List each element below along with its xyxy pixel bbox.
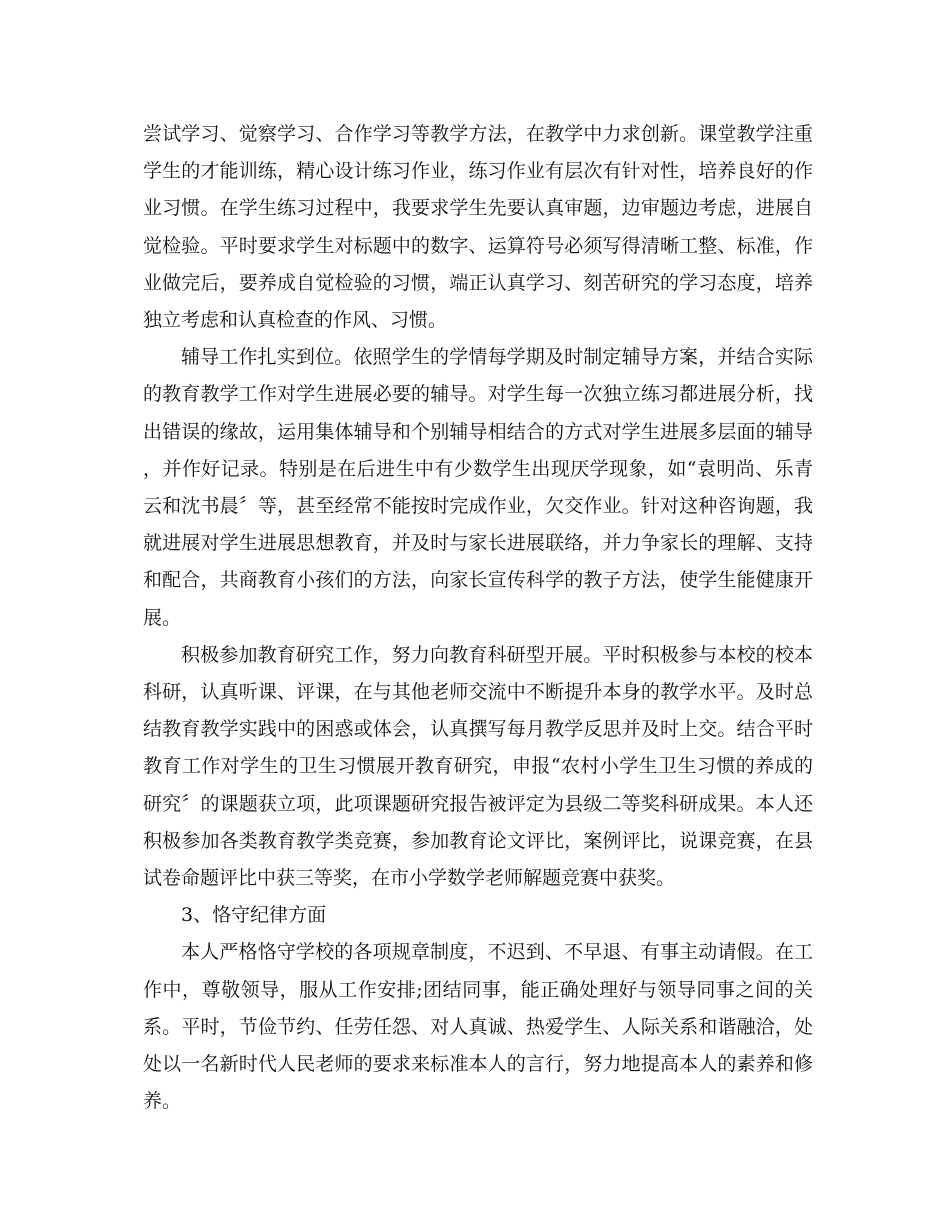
paragraph-tutoring: 辅导工作扎实到位。依照学生的学情每学期及时制定辅导方案，并结合实际的教育教学工作对学生进展必要的辅导。对学生每一次独立练习都进展分析，找出错误的缘故，运用集体辅导和个别辅导相结合的方式对学生进展多层面的辅导，并作好记录。特别是在后进生中有少数学生出现厌学现象，如“袁明尚、乐青云和沈书晨〞等，甚至经常不能按时完成作业，欠交作业。针对这种咨询题，我就进展对学生进展思想教育，并及时与家长进展联络，并力争家长的理解、支持和配合，共商教育小孩们的方法，向家长宣传科学的教子方法，使学生能健康开展。 (143, 346, 813, 629)
paragraph-research: 积极参加教育研究工作，努力向教育科研型开展。平时积极参与本校的校本科研，认真听课、评课，在与其他老师交流中不断提升本身的教学水平。及时总结教育教学实践中的困惑或体会，认真撰写每月教学反思并及时上交。结合平时教育工作对学生的卫生习惯展开教育研究，申报“农村小学生卫生习惯的养成的研究〞的课题获立项，此项课题研究报告被评定为县级二等奖科研成果。本人还积极参加各类教育教学类竞赛，参加教育论文评比，案例评比，说课竞赛，在县试卷命题评比中获三等奖，在市小学数学老师解题竞赛中获奖。 (143, 643, 813, 890)
paragraph-discipline: 本人严格恪守学校的各项规章制度，不迟到、不早退、有事主动请假。在工作中，尊敬领导，服从工作安排;团结同事，能正确处理好与领导同事之间的关系。平时，节俭节约、任劳任怨、对人真诚、热爱学生、人际关系和谐融洽，处处以一名新时代人民老师的要求来标准本人的言行，努力地提高本人的素养和修养。 (143, 941, 813, 1113)
section-heading-discipline: 3、恪守纪律方面 (181, 904, 327, 927)
document-body (143, 116, 813, 1120)
paragraph-teaching-methods: 尝试学习、觉察学习、合作学习等教学方法，在教学中力求创新。课堂教学注重学生的才能训练，精心设计练习作业，练习作业有层次有针对性，培养良好的作业习惯。在学生练习过程中，我要求学生先要认真审题，边审题边考虑，进展自觉检验。平时要求学生对标题中的数字、运算符号必须写得清晰工整、标准，作业做完后，要养成自觉检验的习惯，端正认真学习、刻苦研究的学习态度，培养独立考虑和认真检查的作风、习惯。 (143, 123, 813, 332)
